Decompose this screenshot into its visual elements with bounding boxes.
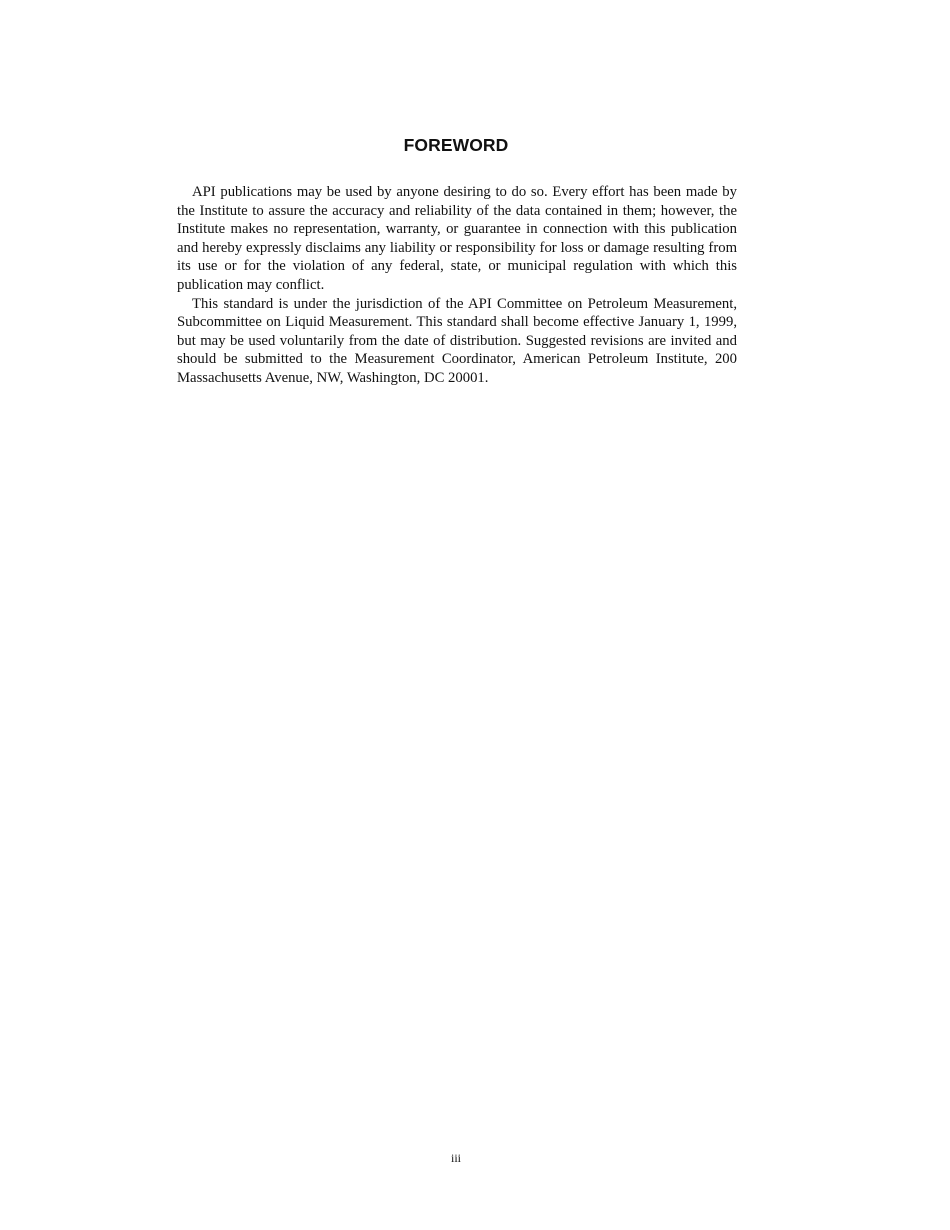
page-number: iii	[450, 1151, 461, 1165]
page-title: FOREWORD	[403, 135, 509, 155]
paragraph-usage-disclaimer: API publications may be used by anyone desiring to do so. Every effort has been made by the Institute to assure the accuracy and reliability of the data contained in them; however, the Institute makes no representation, warranty, or guarantee in connection with this publication and hereby expressly disclaims any liability or responsibility for loss or damage resulting from its use or for the violation of any federal, state, or municipal regulation with which this publication may conflict.	[177, 184, 737, 293]
foreword-body	[177, 183, 737, 388]
paragraph-jurisdiction: This standard is under the jurisdiction of the API Committee on Petroleum Measurement, Subcommittee on Liquid Measurement. This standard shall become effective January 1, 1999, but may be used voluntarily from the date of distribution. Suggested revisions are invited and should be submitted to the Measurement Coordinator, American Petroleum Institute, 200 Massachusetts Avenue, NW, Washington, DC 20001.	[177, 295, 737, 386]
